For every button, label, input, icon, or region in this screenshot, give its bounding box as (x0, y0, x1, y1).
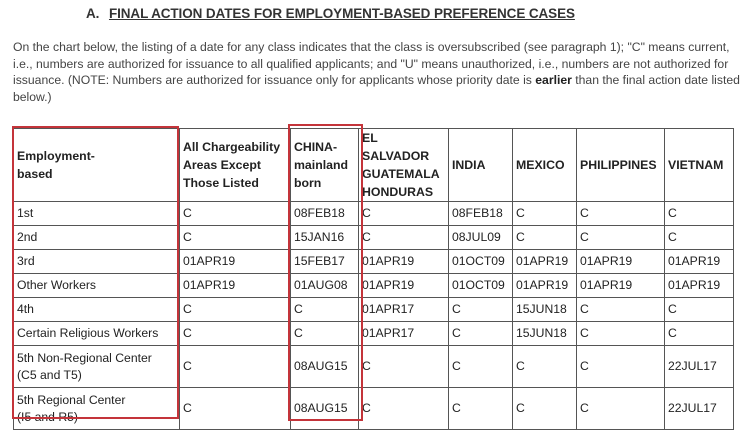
date-cell-vietnam: 01APR19 (665, 274, 734, 298)
intro-text-part1: On the chart below, the listing of a date for any class indicates that the class is oversubscribed (see paragraph 1); "C" means current, i.e., numbers are authorized for issuance to all qualified applicants; and "U" means unauthorized, i.e., numbers are not authorized for issuance. (NOTE: Numbers are authorized for issuance only for applicants whose priority date is (13, 40, 730, 87)
date-cell-all-chargeability: C (180, 226, 291, 250)
intro-paragraph (13, 39, 741, 105)
table-header-row (14, 129, 734, 202)
date-cell-el-salvador-guatemala-honduras: C (359, 226, 449, 250)
table-row (14, 322, 734, 346)
date-cell-vietnam: C (665, 202, 734, 226)
date-cell-philippines: 01APR19 (577, 274, 665, 298)
row-label-cell: 5th Non-Regional Center (C5 and T5) (14, 346, 180, 388)
column-header-china: CHINA- mainland born (291, 129, 359, 202)
table-row (14, 250, 734, 274)
date-cell-china: C (291, 322, 359, 346)
table-row (14, 226, 734, 250)
date-cell-india: 01OCT09 (449, 274, 513, 298)
column-header-el-salvador-guatemala-honduras: EL SALVADOR GUATEMALA HONDURAS (359, 129, 449, 202)
table-body (14, 202, 734, 430)
date-cell-all-chargeability: C (180, 322, 291, 346)
final-action-dates-table (13, 128, 734, 430)
row-label-cell: 4th (14, 298, 180, 322)
date-cell-el-salvador-guatemala-honduras: 01APR17 (359, 322, 449, 346)
intro-bold-word: earlier (535, 73, 572, 87)
date-cell-mexico: 01APR19 (513, 274, 577, 298)
row-label-cell: Other Workers (14, 274, 180, 298)
date-cell-el-salvador-guatemala-honduras: 01APR19 (359, 250, 449, 274)
section-letter: A. (86, 6, 100, 21)
date-cell-el-salvador-guatemala-honduras: 01APR19 (359, 274, 449, 298)
date-cell-all-chargeability: 01APR19 (180, 250, 291, 274)
section-title: FINAL ACTION DATES FOR EMPLOYMENT-BASED PREFERENCE CASES (108, 6, 575, 21)
column-header-india: INDIA (449, 129, 513, 202)
date-cell-mexico: C (513, 226, 577, 250)
date-cell-philippines: C (577, 322, 665, 346)
date-cell-philippines: C (577, 388, 665, 430)
row-label-cell: 5th Regional Center (I5 and R5) (14, 388, 180, 430)
column-header-philippines: PHILIPPINES (577, 129, 665, 202)
date-cell-vietnam: C (665, 226, 734, 250)
date-cell-el-salvador-guatemala-honduras: C (359, 346, 449, 388)
row-label-cell: 1st (14, 202, 180, 226)
date-cell-india: C (449, 346, 513, 388)
date-cell-india: C (449, 388, 513, 430)
column-header-all-chargeability: All Chargeability Areas Except Those Listed (180, 129, 291, 202)
date-cell-india: C (449, 322, 513, 346)
date-cell-philippines: C (577, 226, 665, 250)
column-header-vietnam: VIETNAM (665, 129, 734, 202)
date-cell-vietnam: 01APR19 (665, 250, 734, 274)
date-cell-india: C (449, 298, 513, 322)
date-cell-mexico: C (513, 202, 577, 226)
date-cell-mexico: 15JUN18 (513, 298, 577, 322)
date-cell-philippines: 01APR19 (577, 250, 665, 274)
intro-text-part2: than the final action date listed below.) (13, 73, 740, 104)
table-row (14, 202, 734, 226)
date-cell-all-chargeability: C (180, 388, 291, 430)
date-cell-all-chargeability: C (180, 346, 291, 388)
date-cell-all-chargeability: 01APR19 (180, 274, 291, 298)
date-cell-india: 08FEB18 (449, 202, 513, 226)
table-row (14, 274, 734, 298)
date-cell-el-salvador-guatemala-honduras: 01APR17 (359, 298, 449, 322)
column-header-employment-based: Employment- based (14, 129, 180, 202)
date-cell-china: C (291, 298, 359, 322)
date-cell-mexico: 01APR19 (513, 250, 577, 274)
date-cell-vietnam: 22JUL17 (665, 388, 734, 430)
date-cell-mexico: C (513, 388, 577, 430)
table-row (14, 298, 734, 322)
date-cell-vietnam: C (665, 298, 734, 322)
date-cell-philippines: C (577, 298, 665, 322)
date-cell-mexico: C (513, 346, 577, 388)
date-cell-vietnam: C (665, 322, 734, 346)
date-cell-china: 15FEB17 (291, 250, 359, 274)
table-row (14, 388, 734, 430)
date-cell-philippines: C (577, 202, 665, 226)
date-cell-china: 08AUG15 (291, 346, 359, 388)
date-cell-philippines: C (577, 346, 665, 388)
date-cell-china: 01AUG08 (291, 274, 359, 298)
date-cell-india: 08JUL09 (449, 226, 513, 250)
row-label-cell: Certain Religious Workers (14, 322, 180, 346)
date-cell-india: 01OCT09 (449, 250, 513, 274)
row-label-cell: 2nd (14, 226, 180, 250)
column-header-mexico: MEXICO (513, 129, 577, 202)
date-cell-all-chargeability: C (180, 298, 291, 322)
section-heading (86, 6, 575, 21)
row-label-cell: 3rd (14, 250, 180, 274)
date-cell-china: 08AUG15 (291, 388, 359, 430)
table-row (14, 346, 734, 388)
date-cell-china: 15JAN16 (291, 226, 359, 250)
date-cell-el-salvador-guatemala-honduras: C (359, 388, 449, 430)
date-cell-all-chargeability: C (180, 202, 291, 226)
date-cell-vietnam: 22JUL17 (665, 346, 734, 388)
date-cell-mexico: 15JUN18 (513, 322, 577, 346)
date-cell-china: 08FEB18 (291, 202, 359, 226)
date-cell-el-salvador-guatemala-honduras: C (359, 202, 449, 226)
